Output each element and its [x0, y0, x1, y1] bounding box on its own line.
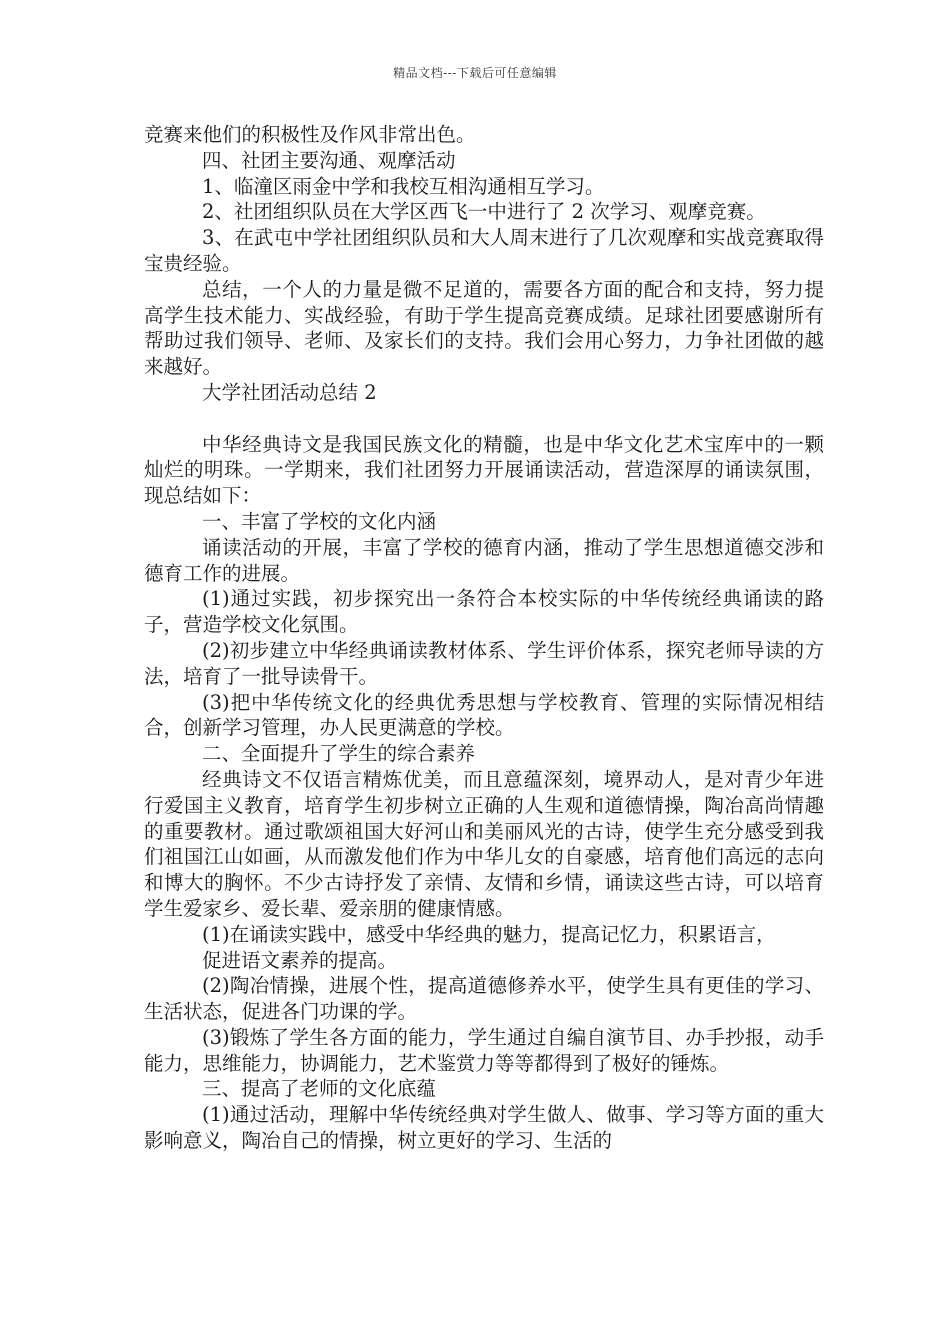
paragraph: 诵读活动的开展，丰富了学校的德育内涵，推动了学生思想道德交涉和德育工作的进展。 — [144, 535, 824, 585]
section-heading: 四、社团主要沟通、观摩活动 — [202, 148, 456, 172]
document-body — [144, 122, 824, 1154]
list-item: (3)锻炼了学生各方面的能力，学生通过自编自演节目、办手抄报，动手能力，思维能力，协调能力，艺术鉴赏力等等都得到了极好的锤炼。 — [144, 1025, 824, 1075]
section-heading: 一、丰富了学校的文化内涵 — [202, 509, 437, 533]
list-item: (2)初步建立中华经典诵读教材体系、学生评价体系，探究老师导读的方法，培育了一批导读骨干。 — [144, 638, 824, 688]
paragraph: 经典诗文不仅语言精炼优美，而且意蕴深刻，境界动人，是对青少年进行爱国主义教育，培育学生初步树立正确的人生观和道德情操，陶冶高尚情趣的重要教材。通过歌颂祖国大好河山和美丽风光的古诗，使学生充分感受到我们祖国江山如画，从而激发他们作为中华儿女的自豪感，培育他们高远的志向和博大的胸怀。不少古诗抒发了亲情、友情和乡情，诵读这些古诗，可以培育学生爱家乡、爱长辈、爱亲朋的健康情感。 — [144, 767, 824, 920]
paragraph: 促进语文素养的提高。 — [202, 948, 398, 972]
document-subtitle: 大学社团活动总结 2 — [202, 380, 377, 404]
list-item: (3)把中华传统文化的经典优秀思想与学校教育、管理的实际情况相结合，创新学习管理，办人民更满意的学校。 — [144, 690, 824, 740]
list-item: 1、临潼区雨金中学和我校互相沟通相互学习。 — [202, 174, 605, 198]
page-header: 精品文档---下载后可任意编辑 — [393, 66, 557, 80]
list-item: 3、在武屯中学社团组织队员和大人周末进行了几次观摩和实战竞赛取得宝贵经验。 — [144, 226, 824, 275]
paragraph: 中华经典诗文是我国民族文化的精髓，也是中华文化艺术宝库中的一颗灿烂的明珠。一学期来，我们社团努力开展诵读活动，营造深厚的诵读氛围，现总结如下： — [144, 432, 824, 508]
section-heading: 三、提高了老师的文化底蕴 — [202, 1077, 437, 1101]
list-item: (1)在诵读实践中，感受中华经典的魅力，提高记忆力，积累语言， — [202, 922, 776, 946]
list-item: (2)陶冶情操，进展个性，提高道德修养水平，使学生具有更佳的学习、生活状态，促进各门功课的学。 — [144, 974, 824, 1024]
blank-line — [144, 406, 824, 432]
paragraph: 总结，一个人的力量是微不足道的，需要各方面的配合和支持，努力提高学生技术能力、实战经验，有助于学生提高竞赛成绩。足球社团要感谢所有帮助过我们领导、老师、及家长们的支持。我们会用心努力，力争社团做的越来越好。 — [144, 277, 824, 379]
list-item: (1)通过活动，理解中华传统经典对学生做人、做事、学习等方面的重大影响意义，陶冶自己的情操，树立更好的学习、生活的 — [144, 1103, 824, 1153]
paragraph: 竞赛来他们的积极性及作风非常出色。 — [144, 123, 476, 146]
section-heading: 二、全面提升了学生的综合素养 — [202, 742, 476, 766]
list-item: (1)通过实践，初步探究出一条符合本校实际的中华传统经典诵读的路子，营造学校文化氛围。 — [144, 587, 824, 637]
list-item: 2、社团组织队员在大学区西飞一中进行了 2 次学习、观摩竞赛。 — [202, 200, 766, 224]
